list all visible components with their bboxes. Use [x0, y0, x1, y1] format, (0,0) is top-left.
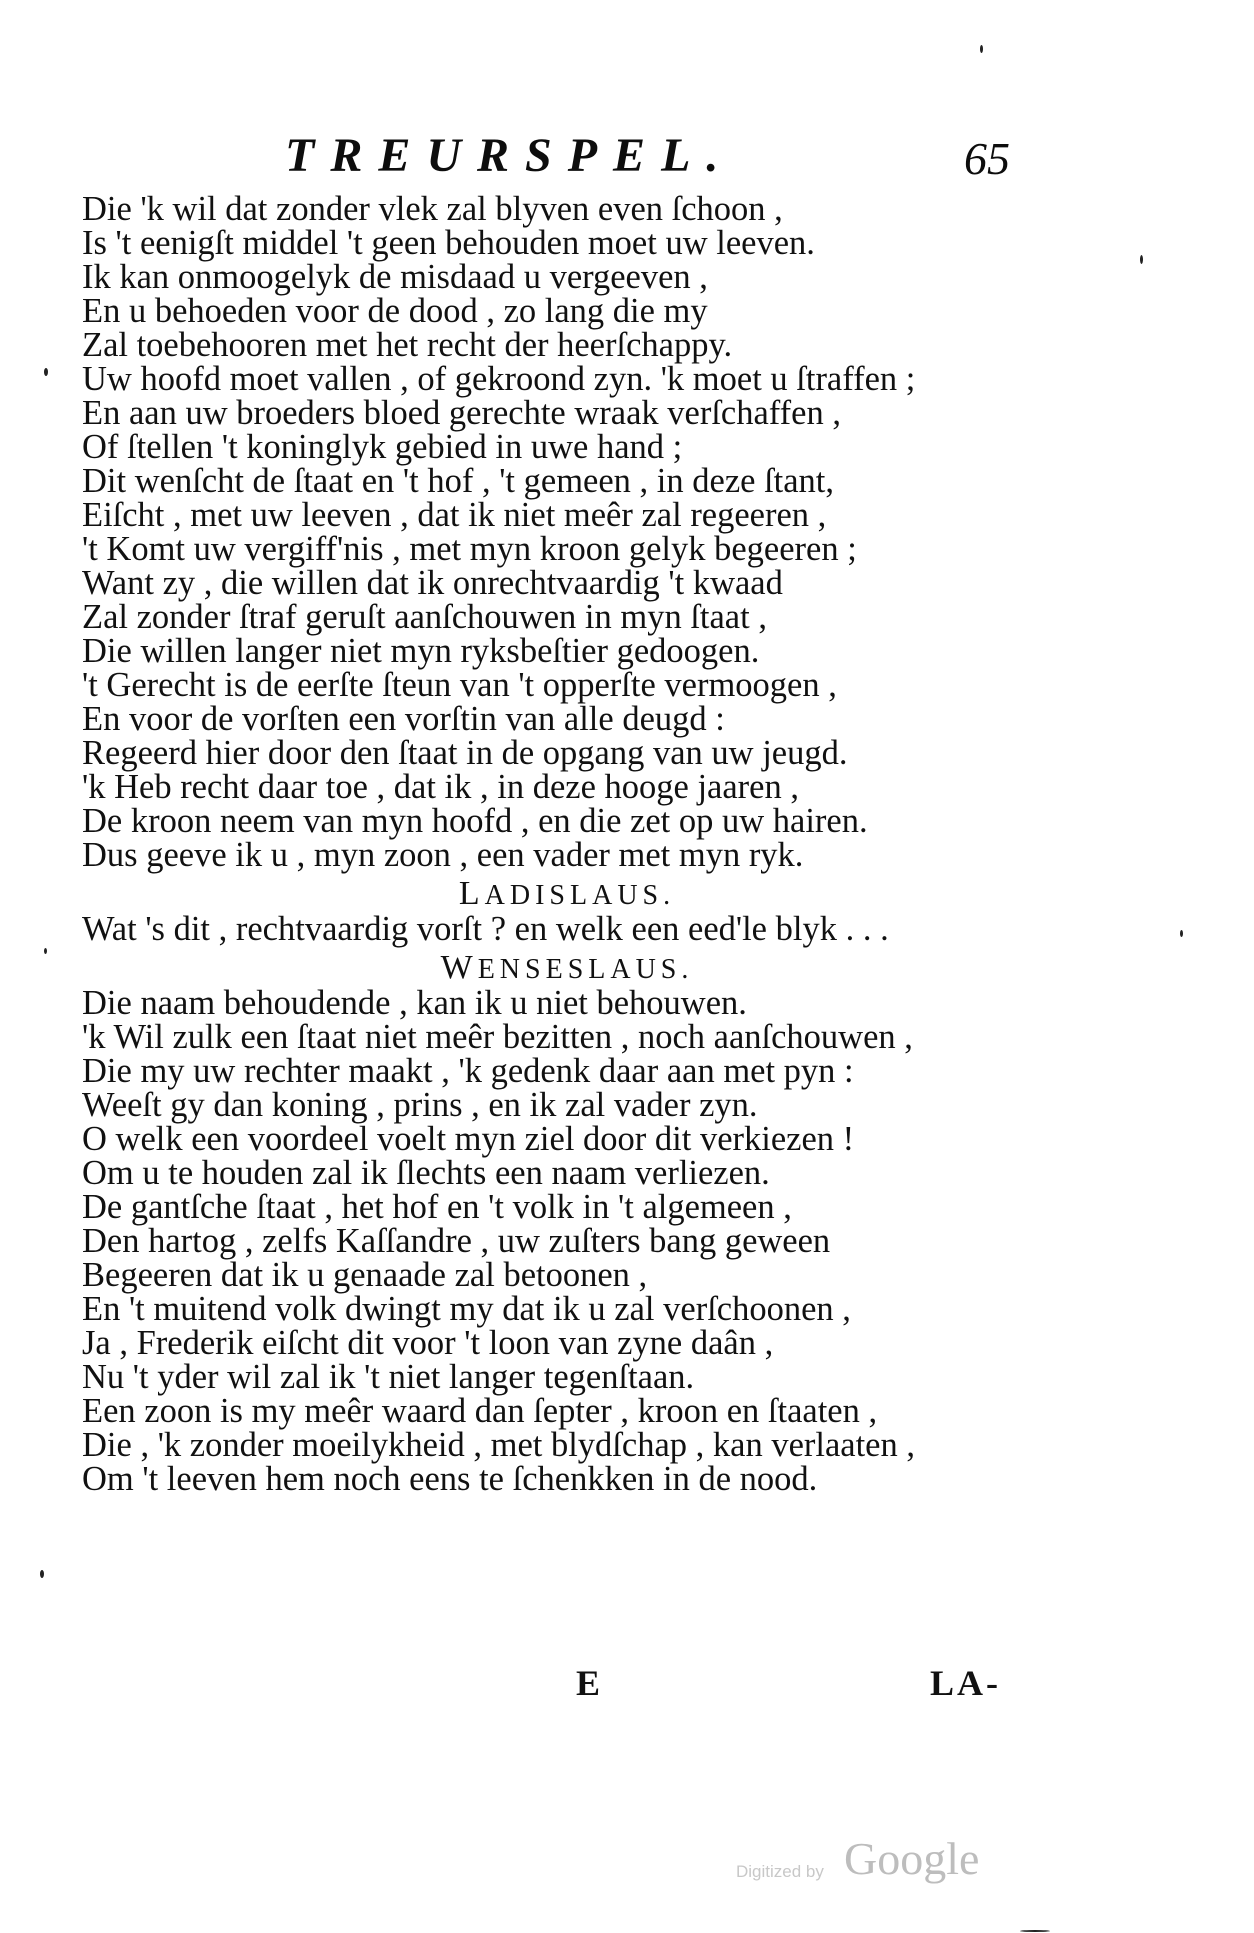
verse-line: 't Gerecht is de eerſte ſteun van 't opperſte vermoogen , — [82, 666, 837, 704]
running-title: TREURSPEL. — [285, 129, 735, 182]
google-logo: Google — [844, 1833, 980, 1884]
verse-line: Ik kan onmoogelyk de misdaad u vergeeven , — [82, 258, 708, 296]
verse-line: 'k Heb recht daar toe , dat ik , in deze hooge jaaren , — [82, 768, 799, 806]
signature-mark: E — [576, 1663, 601, 1703]
ink-speck — [1020, 1930, 1050, 1932]
verse-line: Uw hoofd moet vallen , of gekroond zyn. 'k moet u ſtraffen ; — [82, 360, 916, 398]
verse-line: 't Komt uw vergiff'nis , met myn kroon gelyk begeeren ; — [82, 530, 857, 568]
watermark-label: Digitized by — [736, 1862, 824, 1881]
verse-line: Ja , Frederik eiſcht dit voor 't loon van zyne daân , — [82, 1324, 774, 1362]
verse-line: Een zoon is my meêr waard dan ſepter , kroon en ſtaaten , — [82, 1392, 878, 1430]
page-number: 65 — [964, 133, 1010, 184]
verse-line: Zal toebehooren met het recht der heerſchappy. — [82, 326, 733, 364]
verse-line: Weeſt gy dan koning , prins , en ik zal vader zyn. — [82, 1086, 758, 1124]
ink-speck — [40, 1570, 44, 1578]
verse-line: Of ſtellen 't koninglyk gebied in uwe hand ; — [82, 428, 683, 466]
page-footer — [0, 1662, 1254, 1712]
verse-line: De kroon neem van myn hoofd , en die zet op uw hairen. — [82, 802, 868, 840]
verse-line: Dus geeve ik u , myn zoon , een vader met myn ryk. — [82, 836, 804, 874]
ink-speck — [1180, 930, 1183, 937]
verse-line: Die , 'k zonder moeilykheid , met blydſchap , kan verlaaten , — [82, 1426, 915, 1464]
verse-line: Eiſcht , met uw leeven , dat ik niet meêr zal regeeren , — [82, 496, 827, 534]
verse-line: Is 't eenigſt middel 't geen behouden moet uw leeven. — [82, 224, 815, 262]
verse-line: Regeerd hier door den ſtaat in de opgang van uw jeugd. — [82, 734, 848, 772]
verse-line: Om 't leeven hem noch eens te ſchenkken in de nood. — [82, 1460, 818, 1498]
ink-speck — [1140, 255, 1143, 264]
ink-speck — [44, 948, 47, 954]
speaker-name: WENSESLAUS. — [440, 949, 694, 986]
verse-line: De gantſche ſtaat , het hof en 't volk in 't algemeen , — [82, 1188, 792, 1226]
verse-line: Die 'k wil dat zonder vlek zal blyven even ſchoon , — [82, 190, 783, 228]
verse-line: Nu 't yder wil zal ik 't niet langer tegenſtaan. — [82, 1358, 695, 1396]
speaker-name: LADISLAUS. — [458, 875, 676, 912]
verse-line: En u behoeden voor de dood , zo lang die my — [82, 292, 708, 330]
ink-speck — [980, 45, 983, 53]
verse-line: En 't muitend volk dwingt my dat ik u zal verſchoonen , — [82, 1290, 851, 1328]
verse-line: O welk een voordeel voelt myn ziel door dit verkiezen ! — [82, 1120, 855, 1158]
verse-line: Begeeren dat ik u genaade zal betoonen , — [82, 1256, 648, 1294]
verse-line: Den hartog , zelfs Kaſſandre , uw zuſters bang geween — [82, 1222, 831, 1260]
verse-line: Dit wenſcht de ſtaat en 't hof , 't gemeen , in deze ſtant, — [82, 462, 835, 500]
verse-line: Zal zonder ſtraf geruſt aanſchouwen in myn ſtaat , — [82, 598, 767, 636]
page-header — [0, 128, 1254, 188]
text-body — [82, 192, 1012, 1496]
verse-line: Die my uw rechter maakt , 'k gedenk daar aan met pyn : — [82, 1052, 854, 1090]
verse-line: Wat 's dit , rechtvaardig vorſt ? en welk een eed'le blyk . . . — [82, 910, 889, 948]
ink-speck — [44, 368, 48, 376]
verse-line: Want zy , die willen dat ik onrechtvaardig 't kwaad — [82, 564, 783, 602]
verse-line: En aan uw broeders bloed gerechte wraak verſchaffen , — [82, 394, 841, 432]
catchword: LA- — [930, 1663, 1001, 1703]
verse-line: En voor de vorſten een vorſtin van alle deugd : — [82, 700, 725, 738]
verse-line: Die willen langer niet myn ryksbeſtier gedoogen. — [82, 632, 760, 670]
verse-line: 'k Wil zulk een ſtaat niet meêr bezitten , noch aanſchouwen , — [82, 1018, 913, 1056]
verse-line: Om u te houden zal ik ſlechts een naam verliezen. — [82, 1154, 770, 1192]
verse-line: Die naam behoudende , kan ik u niet behouwen. — [82, 984, 747, 1022]
